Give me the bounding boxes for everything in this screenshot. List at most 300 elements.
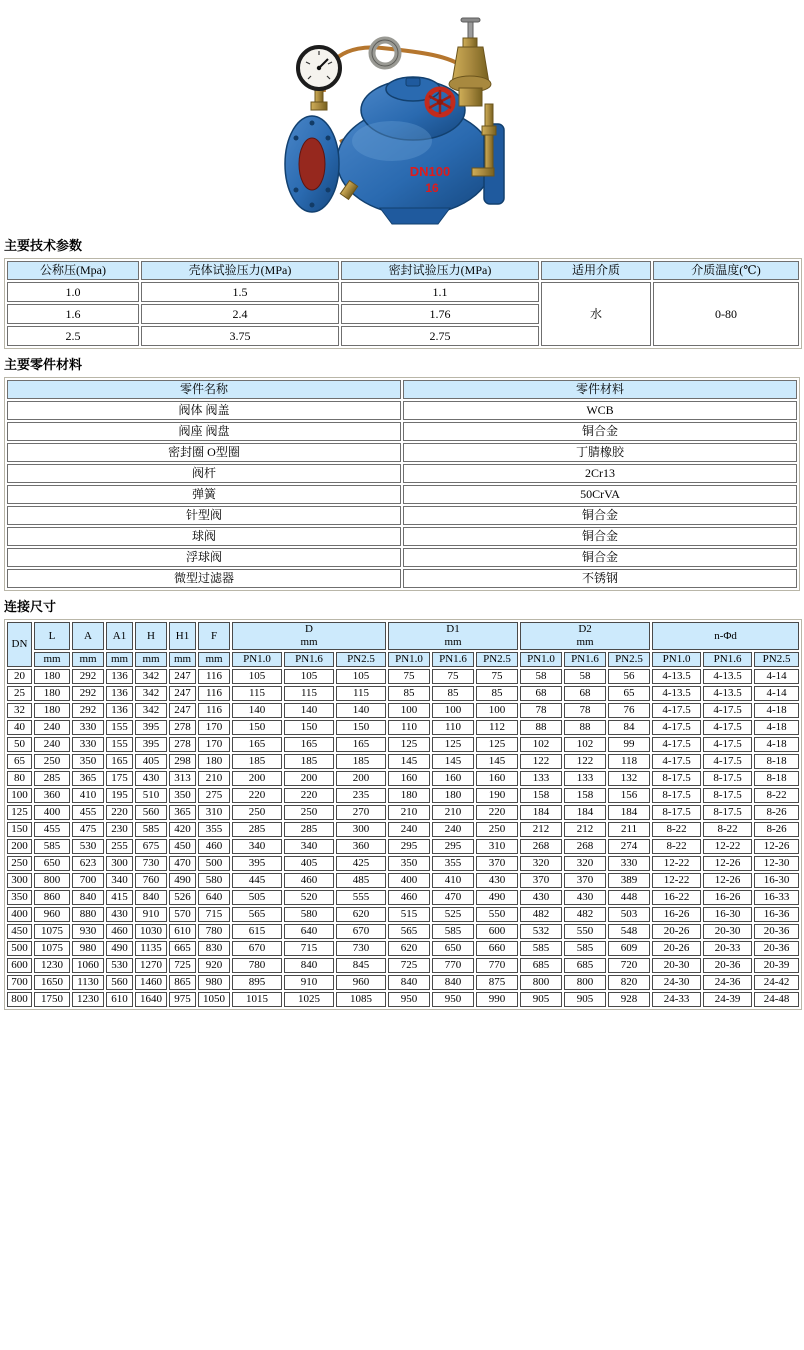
- tech-data-cell: 3.75: [141, 326, 339, 346]
- dims-data-cell: 1130: [72, 975, 104, 990]
- dims-data-cell: 268: [520, 839, 562, 854]
- dims-data-cell: 910: [135, 907, 167, 922]
- dims-data-cell: 292: [72, 686, 104, 701]
- dims-data-cell: 525: [432, 907, 474, 922]
- dims-data-cell: 895: [232, 975, 282, 990]
- dims-data-cell: 4-17.5: [652, 754, 701, 769]
- dims-data-cell: 445: [232, 873, 282, 888]
- dims-data-cell: 4-13.5: [703, 686, 752, 701]
- dims-data-cell: 292: [72, 703, 104, 718]
- dims-data-cell: 16-22: [652, 890, 701, 905]
- dims-data-cell: 180: [34, 686, 70, 701]
- brass-fitting: [482, 126, 496, 135]
- dims-data-cell: 580: [284, 907, 334, 922]
- dims-data-cell: 342: [135, 703, 167, 718]
- dims-data-row: [7, 958, 799, 973]
- dims-group-header: [520, 622, 650, 650]
- dims-data-cell: 250: [284, 805, 334, 820]
- dims-data-cell: 1075: [34, 941, 70, 956]
- dims-data-cell: 330: [608, 856, 650, 871]
- dims-header-row-2: [7, 652, 799, 667]
- unit-header: mm: [34, 652, 70, 667]
- dims-data-cell: 342: [135, 686, 167, 701]
- materials-data-row: [7, 569, 797, 588]
- dims-data-cell: 660: [476, 941, 518, 956]
- dims-data-cell: 4-17.5: [652, 703, 701, 718]
- group-label: n-Φd: [714, 629, 737, 642]
- tech-params-table: [4, 258, 802, 349]
- dims-data-cell: 4-14: [754, 669, 799, 684]
- dims-data-cell: 122: [520, 754, 562, 769]
- dims-data-row: [7, 771, 799, 786]
- dims-data-cell: 16-33: [754, 890, 799, 905]
- pn-header: PN2.5: [754, 652, 799, 667]
- dims-data-cell: 12-26: [703, 856, 752, 871]
- dims-data-cell: 140: [232, 703, 282, 718]
- part-name-cell: 密封圈 O型圈: [7, 443, 401, 462]
- dims-data-row: [7, 907, 799, 922]
- dims-data-cell: 275: [198, 788, 230, 803]
- dims-data-cell: 165: [106, 754, 133, 769]
- dims-data-cell: 235: [336, 788, 386, 803]
- dims-data-cell: 24-33: [652, 992, 701, 1007]
- dims-data-cell: 950: [388, 992, 430, 1007]
- dims-data-cell: 560: [135, 805, 167, 820]
- part-name-cell: 针型阀: [7, 506, 401, 525]
- dims-data-cell: 75: [476, 669, 518, 684]
- dims-data-cell: 400: [388, 873, 430, 888]
- dims-data-cell: 355: [432, 856, 474, 871]
- dims-data-cell: 370: [476, 856, 518, 871]
- dims-data-row: [7, 839, 799, 854]
- dims-data-cell: 132: [608, 771, 650, 786]
- dims-data-cell: 482: [564, 907, 606, 922]
- dims-data-cell: 155: [106, 720, 133, 735]
- flange-bolt-hole: [326, 188, 331, 193]
- dims-data-cell: 165: [284, 737, 334, 752]
- dn-cell: 700: [7, 975, 32, 990]
- dims-data-cell: 340: [232, 839, 282, 854]
- dims-data-cell: 650: [34, 856, 70, 871]
- dims-data-cell: 490: [169, 873, 196, 888]
- dims-data-cell: 100: [388, 703, 430, 718]
- dims-data-cell: 230: [106, 822, 133, 837]
- dims-data-cell: 475: [72, 822, 104, 837]
- flange-bolt-hole: [294, 136, 299, 141]
- dims-data-cell: 220: [106, 805, 133, 820]
- product-photo: [0, 0, 804, 230]
- dims-data-cell: 24-30: [652, 975, 701, 990]
- dims-data-cell: 845: [336, 958, 386, 973]
- dims-data-cell: 313: [169, 771, 196, 786]
- dims-data-cell: 820: [608, 975, 650, 990]
- dims-data-cell: 405: [284, 856, 334, 871]
- tech-column-header: 适用介质: [541, 261, 651, 280]
- dims-data-cell: 395: [135, 737, 167, 752]
- dims-data-cell: 145: [432, 754, 474, 769]
- dims-data-cell: 212: [564, 822, 606, 837]
- dims-data-cell: 102: [520, 737, 562, 752]
- dims-data-cell: 650: [432, 941, 474, 956]
- unit-header: mm: [106, 652, 133, 667]
- dims-data-cell: 665: [169, 941, 196, 956]
- dims-data-cell: 88: [520, 720, 562, 735]
- dims-data-cell: 211: [608, 822, 650, 837]
- dims-data-cell: 250: [476, 822, 518, 837]
- brass-pipe-right: [485, 104, 493, 174]
- tech-column-header: 介质温度(℃): [653, 261, 799, 280]
- pn-header: PN1.0: [652, 652, 701, 667]
- dims-data-cell: 116: [198, 686, 230, 701]
- dims-data-cell: 1460: [135, 975, 167, 990]
- dims-data-cell: 420: [169, 822, 196, 837]
- valve-pn-label: 16: [425, 181, 439, 195]
- dims-data-cell: 430: [135, 771, 167, 786]
- dims-data-cell: 4-13.5: [703, 669, 752, 684]
- dims-header-row-1: [7, 622, 799, 650]
- dn-cell: 32: [7, 703, 32, 718]
- dims-data-cell: 570: [169, 907, 196, 922]
- dn-column-header: DN: [7, 622, 32, 667]
- dims-data-cell: 8-26: [754, 822, 799, 837]
- dims-data-cell: 770: [476, 958, 518, 973]
- dims-data-cell: 4-17.5: [703, 754, 752, 769]
- dims-data-cell: 526: [169, 890, 196, 905]
- dims-data-cell: 105: [284, 669, 334, 684]
- dims-data-cell: 340: [284, 839, 334, 854]
- dims-column-header: A: [72, 622, 104, 650]
- pn-header: PN1.0: [520, 652, 562, 667]
- group-unit: mm: [444, 636, 462, 648]
- dims-data-row: [7, 856, 799, 871]
- dims-data-cell: 84: [608, 720, 650, 735]
- dims-data-cell: 730: [336, 941, 386, 956]
- part-name-cell: 弹簧: [7, 485, 401, 504]
- bottom-whitespace: [0, 1010, 804, 1350]
- dims-data-row: [7, 720, 799, 735]
- dims-data-cell: 8-17.5: [652, 771, 701, 786]
- tech-data-cell: 1.5: [141, 282, 339, 302]
- pilot-lower-body: [459, 88, 482, 106]
- dims-data-cell: 4-13.5: [652, 686, 701, 701]
- dn-cell: 600: [7, 958, 32, 973]
- dims-data-cell: 532: [520, 924, 562, 939]
- part-material-cell: 2Cr13: [403, 464, 797, 483]
- dims-data-cell: 24-48: [754, 992, 799, 1007]
- dims-data-cell: 615: [232, 924, 282, 939]
- dims-data-cell: 12-26: [754, 839, 799, 854]
- dims-data-cell: 285: [284, 822, 334, 837]
- dims-data-cell: 725: [169, 958, 196, 973]
- dims-data-row: [7, 669, 799, 684]
- dims-data-cell: 16-36: [754, 907, 799, 922]
- dims-data-cell: 8-18: [754, 771, 799, 786]
- dn-cell: 20: [7, 669, 32, 684]
- dims-data-cell: 56: [608, 669, 650, 684]
- dims-column-header: H: [135, 622, 167, 650]
- pn-header: PN1.6: [284, 652, 334, 667]
- dims-data-cell: 12-26: [703, 873, 752, 888]
- dims-data-cell: 180: [198, 754, 230, 769]
- left-flange-bore: [299, 138, 325, 190]
- dims-data-cell: 460: [284, 873, 334, 888]
- dims-data-cell: 160: [388, 771, 430, 786]
- part-name-cell: 浮球阀: [7, 548, 401, 567]
- dims-data-cell: 840: [284, 958, 334, 973]
- dims-data-row: [7, 805, 799, 820]
- dims-data-cell: 585: [520, 941, 562, 956]
- tech-column-header: 壳体试验压力(MPa): [141, 261, 339, 280]
- dims-data-cell: 415: [106, 890, 133, 905]
- dims-data-cell: 274: [608, 839, 650, 854]
- dims-data-cell: 928: [608, 992, 650, 1007]
- dims-data-cell: 670: [232, 941, 282, 956]
- group-label: D1: [446, 623, 460, 635]
- dn-cell: 300: [7, 873, 32, 888]
- dims-data-cell: 585: [34, 839, 70, 854]
- dims-data-cell: 320: [564, 856, 606, 871]
- pn-header: PN1.6: [432, 652, 474, 667]
- dims-data-cell: 16-26: [652, 907, 701, 922]
- dims-data-row: [7, 941, 799, 956]
- dims-data-cell: 800: [520, 975, 562, 990]
- dims-data-cell: 460: [388, 890, 430, 905]
- section-title-tech-params: 主要技术参数: [4, 238, 83, 253]
- dims-data-cell: 110: [432, 720, 474, 735]
- materials-data-row: [7, 548, 797, 567]
- dims-data-row: [7, 975, 799, 990]
- dims-data-cell: 133: [564, 771, 606, 786]
- dims-data-cell: 620: [336, 907, 386, 922]
- tech-data-cell: 2.4: [141, 304, 339, 324]
- unit-header: mm: [169, 652, 196, 667]
- dims-data-cell: 515: [388, 907, 430, 922]
- dims-column-header: A1: [106, 622, 133, 650]
- materials-table: [4, 377, 800, 591]
- dims-data-cell: 310: [476, 839, 518, 854]
- dims-data-cell: 8-18: [754, 754, 799, 769]
- dims-data-cell: 330: [72, 720, 104, 735]
- dims-data-cell: 360: [336, 839, 386, 854]
- dims-data-cell: 510: [135, 788, 167, 803]
- dims-data-cell: 24-36: [703, 975, 752, 990]
- dims-data-cell: 4-17.5: [703, 703, 752, 718]
- dims-data-cell: 560: [106, 975, 133, 990]
- materials-column-header: 零件材料: [403, 380, 797, 399]
- dn-cell: 65: [7, 754, 32, 769]
- dims-data-cell: 180: [34, 703, 70, 718]
- dims-data-cell: 4-17.5: [703, 720, 752, 735]
- dims-data-cell: 200: [284, 771, 334, 786]
- dims-data-cell: 1230: [34, 958, 70, 973]
- dims-data-cell: 623: [72, 856, 104, 871]
- dims-data-cell: 715: [198, 907, 230, 922]
- dims-data-cell: 184: [564, 805, 606, 820]
- dn-cell: 450: [7, 924, 32, 939]
- dims-data-cell: 830: [198, 941, 230, 956]
- dims-data-cell: 300: [336, 822, 386, 837]
- dims-data-cell: 184: [608, 805, 650, 820]
- dims-data-cell: 136: [106, 686, 133, 701]
- dims-data-cell: 140: [336, 703, 386, 718]
- dims-data-cell: 620: [388, 941, 430, 956]
- dims-data-cell: 20-36: [703, 958, 752, 973]
- dims-data-cell: 24-42: [754, 975, 799, 990]
- dims-data-cell: 4-18: [754, 720, 799, 735]
- pn-header: PN2.5: [336, 652, 386, 667]
- dims-data-cell: 58: [520, 669, 562, 684]
- dims-data-cell: 8-17.5: [703, 805, 752, 820]
- tech-header-row: [7, 261, 799, 280]
- dims-data-cell: 1135: [135, 941, 167, 956]
- dims-data-cell: 278: [169, 720, 196, 735]
- dims-data-row: [7, 703, 799, 718]
- dims-data-cell: 220: [232, 788, 282, 803]
- section-title-dimensions: 连接尺寸: [4, 599, 57, 614]
- dims-data-cell: 505: [232, 890, 282, 905]
- dims-data-cell: 292: [72, 669, 104, 684]
- dims-data-cell: 550: [564, 924, 606, 939]
- dims-data-cell: 105: [336, 669, 386, 684]
- dims-data-cell: 100: [476, 703, 518, 718]
- pn-header: PN2.5: [608, 652, 650, 667]
- dims-data-cell: 20-30: [652, 958, 701, 973]
- dims-data-cell: 8-17.5: [703, 771, 752, 786]
- dims-data-cell: 430: [476, 873, 518, 888]
- dn-cell: 150: [7, 822, 32, 837]
- dims-group-header: [232, 622, 386, 650]
- dims-data-cell: 4-17.5: [703, 737, 752, 752]
- materials-data-row: [7, 422, 797, 441]
- dims-data-cell: 1650: [34, 975, 70, 990]
- dims-data-cell: 210: [388, 805, 430, 820]
- dims-data-cell: 158: [564, 788, 606, 803]
- dims-data-cell: 350: [72, 754, 104, 769]
- dims-data-cell: 1085: [336, 992, 386, 1007]
- dims-data-cell: 20-39: [754, 958, 799, 973]
- dims-data-cell: 195: [106, 788, 133, 803]
- dims-data-cell: 185: [336, 754, 386, 769]
- dims-data-cell: 8-22: [652, 822, 701, 837]
- dims-data-cell: 1075: [34, 924, 70, 939]
- dims-data-cell: 395: [135, 720, 167, 735]
- pn-header: PN1.6: [564, 652, 606, 667]
- dims-data-cell: 550: [476, 907, 518, 922]
- dims-data-cell: 16-26: [703, 890, 752, 905]
- dims-data-cell: 700: [72, 873, 104, 888]
- part-name-cell: 阀杆: [7, 464, 401, 483]
- dims-data-cell: 118: [608, 754, 650, 769]
- dims-data-cell: 875: [476, 975, 518, 990]
- dims-data-cell: 340: [106, 873, 133, 888]
- dims-data-cell: 950: [432, 992, 474, 1007]
- part-material-cell: WCB: [403, 401, 797, 420]
- tech-column-header: 密封试验压力(MPa): [341, 261, 539, 280]
- dimensions-table: [4, 619, 802, 1010]
- dims-data-cell: 405: [135, 754, 167, 769]
- dims-data-cell: 240: [432, 822, 474, 837]
- dn-cell: 500: [7, 941, 32, 956]
- dims-data-cell: 300: [106, 856, 133, 871]
- dims-data-cell: 1015: [232, 992, 282, 1007]
- dims-data-cell: 1025: [284, 992, 334, 1007]
- pilot-adjust-tee: [461, 18, 480, 22]
- dims-data-cell: 295: [388, 839, 430, 854]
- dims-data-cell: 78: [564, 703, 606, 718]
- dims-data-cell: 1270: [135, 958, 167, 973]
- dims-data-cell: 975: [169, 992, 196, 1007]
- dims-data-cell: 448: [608, 890, 650, 905]
- dims-data-cell: 12-22: [652, 856, 701, 871]
- dims-data-cell: 565: [388, 924, 430, 939]
- dn-cell: 50: [7, 737, 32, 752]
- gauge-nut: [311, 102, 327, 110]
- gauge-hub: [317, 66, 321, 70]
- dims-data-cell: 350: [388, 856, 430, 871]
- dn-cell: 400: [7, 907, 32, 922]
- dims-data-cell: 8-22: [652, 839, 701, 854]
- tech-data-cell: 1.76: [341, 304, 539, 324]
- dims-data-cell: 160: [432, 771, 474, 786]
- dims-data-row: [7, 754, 799, 769]
- dims-data-cell: 116: [198, 703, 230, 718]
- unit-header: mm: [72, 652, 104, 667]
- dims-data-cell: 185: [284, 754, 334, 769]
- unit-header: mm: [135, 652, 167, 667]
- dims-data-cell: 609: [608, 941, 650, 956]
- group-unit: mm: [576, 636, 594, 648]
- dn-cell: 800: [7, 992, 32, 1007]
- dims-data-cell: 580: [198, 873, 230, 888]
- tech-data-row: [7, 282, 799, 302]
- part-material-cell: 铜合金: [403, 548, 797, 567]
- dims-data-cell: 4-17.5: [652, 737, 701, 752]
- dims-data-cell: 725: [388, 958, 430, 973]
- dims-data-cell: 1640: [135, 992, 167, 1007]
- dims-data-cell: 370: [520, 873, 562, 888]
- dims-data-cell: 430: [106, 907, 133, 922]
- dims-data-cell: 68: [520, 686, 562, 701]
- dims-data-cell: 75: [432, 669, 474, 684]
- dims-data-cell: 4-14: [754, 686, 799, 701]
- brass-elbow: [472, 168, 494, 176]
- flange-bolt-hole: [310, 203, 315, 208]
- dims-data-row: [7, 992, 799, 1007]
- dims-column-header: H1: [169, 622, 196, 650]
- dims-data-cell: 20-26: [652, 941, 701, 956]
- dims-data-cell: 715: [284, 941, 334, 956]
- handwheel-hub: [437, 99, 443, 105]
- dims-data-cell: 247: [169, 669, 196, 684]
- dims-data-cell: 470: [432, 890, 474, 905]
- dims-data-cell: 840: [72, 890, 104, 905]
- group-unit: mm: [300, 636, 318, 648]
- pn-header: PN1.0: [388, 652, 430, 667]
- dims-data-cell: 320: [520, 856, 562, 871]
- dims-data-cell: 285: [232, 822, 282, 837]
- materials-data-row: [7, 485, 797, 504]
- dims-data-cell: 905: [520, 992, 562, 1007]
- dn-cell: 80: [7, 771, 32, 786]
- dims-data-cell: 8-17.5: [652, 788, 701, 803]
- tech-data-cell: 1.1: [341, 282, 539, 302]
- dims-data-cell: 210: [432, 805, 474, 820]
- materials-data-row: [7, 464, 797, 483]
- dims-data-cell: 640: [198, 890, 230, 905]
- dn-cell: 250: [7, 856, 32, 871]
- dims-data-cell: 455: [72, 805, 104, 820]
- dims-data-cell: 455: [34, 822, 70, 837]
